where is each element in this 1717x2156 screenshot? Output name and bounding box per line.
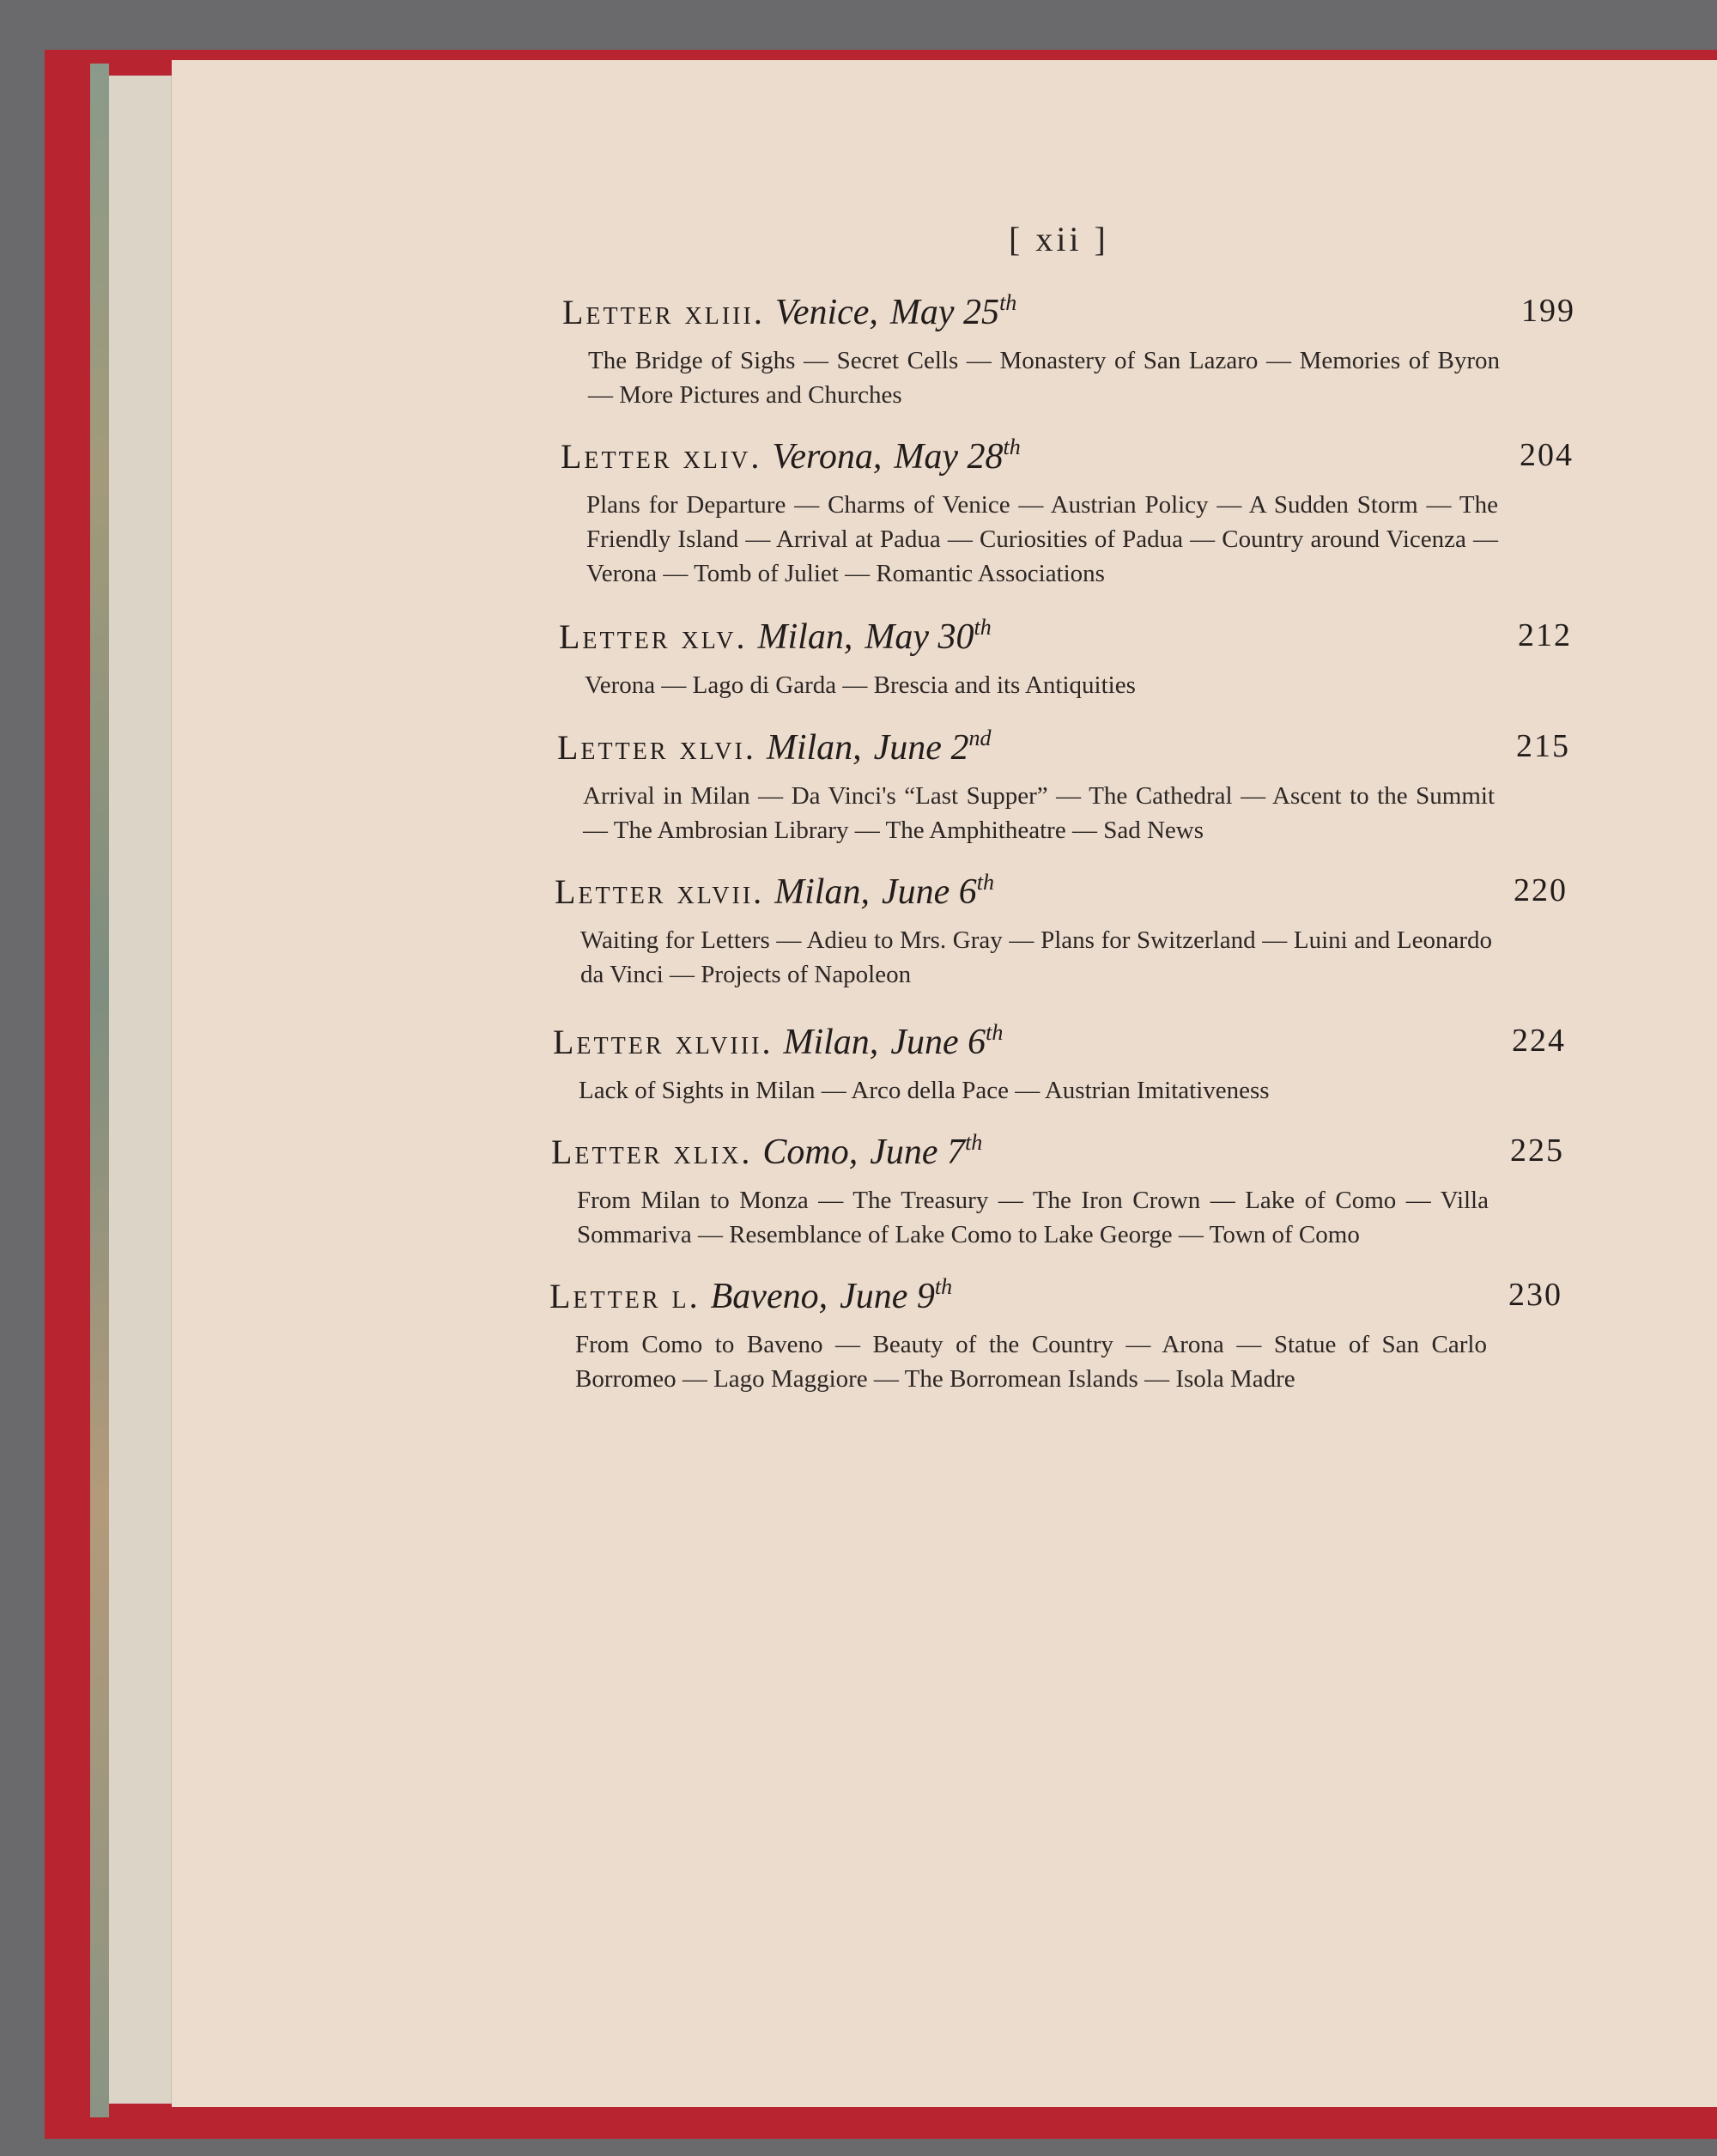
entry-page: 220 xyxy=(1514,872,1568,908)
letter-number: Letter xlix. xyxy=(551,1133,753,1171)
toc-entry xyxy=(549,1274,1562,1396)
entry-place: Milan, xyxy=(766,728,862,768)
toc-entry xyxy=(557,726,1570,847)
entry-description: Plans for Departure — Charms of Venice — Austrian Policy — A Sudden Storm — The Friendly Island — Arrival at Padua — Curiosities of Padua — Country around Vicenza — Verona — Tomb of Juliet — Romantic Associations xyxy=(586,491,1498,587)
entry-heading xyxy=(557,726,1570,774)
letter-number: Letter xliv. xyxy=(561,437,762,476)
entry-date: May 25 xyxy=(889,293,1000,332)
marbled-endpaper xyxy=(90,64,109,2117)
entry-place: Como, xyxy=(762,1133,858,1172)
entry-page: 204 xyxy=(1520,437,1574,473)
toc-entry xyxy=(551,1130,1564,1252)
letter-number: Letter xlvii. xyxy=(555,872,765,911)
entry-description: The Bridge of Sighs — Secret Cells — Monastery of San Lazaro — Memories of Byron — More Pictures and Churches xyxy=(588,347,1500,409)
entry-description: From Milan to Monza — The Treasury — The Iron Crown — Lake of Como — Villa Sommariva — Resemblance of Lake Como to Lake George — Town of Como xyxy=(577,1187,1489,1248)
entry-date: June 6 xyxy=(881,872,977,912)
entry-description: Waiting for Letters — Adieu to Mrs. Gray — Plans for Switzerland — Luini and Leonardo da Vinci — Projects of Napoleon xyxy=(580,926,1492,988)
entry-heading xyxy=(551,1130,1564,1178)
entry-date: May 28 xyxy=(894,437,1004,477)
letter-number: Letter xlviii. xyxy=(553,1023,774,1061)
entry-description: Verona — Lago di Garda — Brescia and its Antiquities xyxy=(585,671,1136,699)
entry-place: Verona, xyxy=(772,437,883,477)
entry-page: 225 xyxy=(1510,1133,1564,1169)
date-suffix: th xyxy=(976,870,995,895)
entry-page: 230 xyxy=(1508,1277,1562,1313)
entry-heading xyxy=(549,1274,1562,1322)
date-suffix: th xyxy=(965,1130,983,1155)
entry-heading xyxy=(559,615,1572,663)
date-suffix: th xyxy=(1003,434,1021,459)
letter-number: Letter xliii. xyxy=(562,293,765,331)
toc-entry xyxy=(553,1020,1566,1108)
letter-number: Letter xlv. xyxy=(559,617,748,656)
entry-description: Lack of Sights in Milan — Arco della Pace — Austrian Imitativeness xyxy=(579,1077,1270,1104)
date-suffix: th xyxy=(934,1274,953,1299)
toc-entry xyxy=(561,434,1574,591)
toc-entry xyxy=(555,870,1568,992)
entry-date: June 9 xyxy=(840,1277,935,1316)
toc-entry xyxy=(559,615,1572,702)
date-suffix: th xyxy=(986,1020,1004,1045)
entry-description: From Como to Baveno — Beauty of the Country — Arona — Statue of San Carlo Borromeo — Lago Maggiore — The Borromean Islands — Isola Madre xyxy=(575,1331,1487,1393)
entry-heading xyxy=(553,1020,1566,1068)
entry-place: Baveno, xyxy=(710,1277,828,1316)
entry-heading xyxy=(555,870,1568,918)
date-suffix: nd xyxy=(968,726,992,750)
entry-page: 224 xyxy=(1512,1023,1566,1059)
date-suffix: th xyxy=(999,290,1017,315)
flyleaf-edge xyxy=(109,76,173,2104)
entry-heading xyxy=(561,434,1574,483)
entry-date: June 2 xyxy=(873,728,969,768)
letter-number: Letter xlvi. xyxy=(557,728,756,767)
entry-page: 212 xyxy=(1518,617,1572,653)
entry-place: Milan, xyxy=(774,872,870,912)
date-suffix: th xyxy=(974,615,992,640)
entry-heading xyxy=(562,290,1575,338)
entry-page: 199 xyxy=(1521,293,1575,329)
entry-date: June 7 xyxy=(870,1133,966,1172)
toc-entry xyxy=(562,290,1575,412)
entry-description: Arrival in Milan — Da Vinci's “Last Supper” — The Cathedral — Ascent to the Summit — The Ambrosian Library — The Amphitheatre — Sad News xyxy=(583,782,1495,844)
page-number: [ xii ] xyxy=(1009,220,1109,258)
entry-date: June 6 xyxy=(890,1023,986,1062)
entry-place: Venice, xyxy=(774,293,878,332)
letter-number: Letter l. xyxy=(549,1277,701,1315)
entry-place: Milan, xyxy=(757,617,853,657)
entry-date: May 30 xyxy=(865,617,974,657)
entry-page: 215 xyxy=(1516,728,1570,764)
entry-place: Milan, xyxy=(783,1023,879,1062)
